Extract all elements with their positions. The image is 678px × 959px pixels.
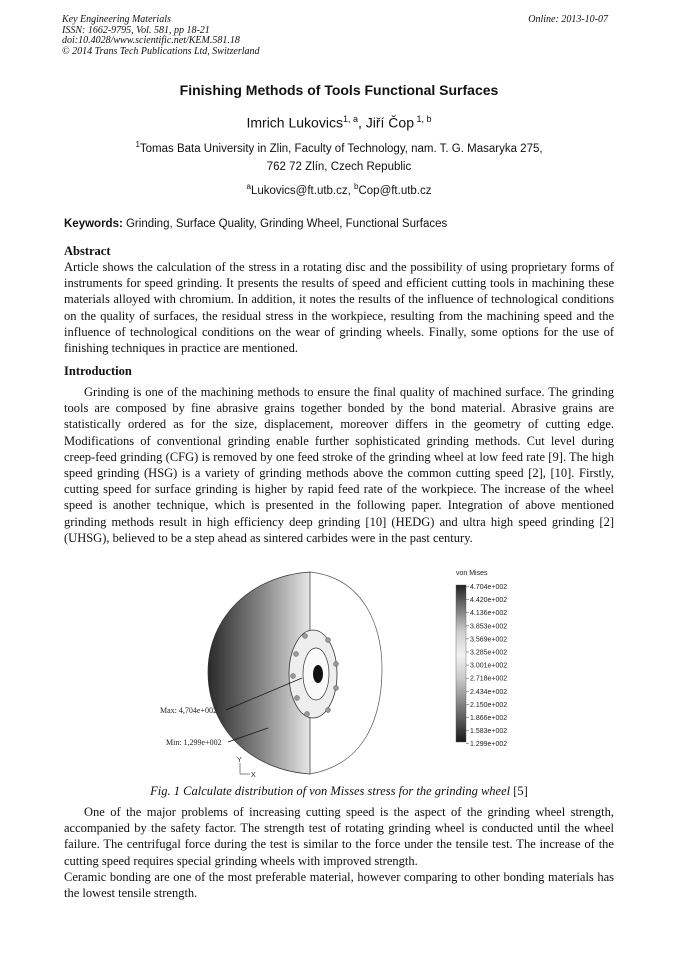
stress-plot	[150, 568, 530, 780]
bolt	[326, 638, 331, 643]
legend-value: 2.150e+002	[470, 701, 508, 709]
axis-x-label: X	[251, 772, 256, 779]
journal-copyright: © 2014 Trans Tech Publications Ltd, Switzerland	[62, 45, 260, 57]
bolt	[334, 662, 339, 667]
caption-reference: [5]	[510, 784, 528, 798]
author-separator: ,	[357, 114, 366, 131]
legend-colorbar	[456, 585, 466, 742]
legend-value: 3.285e+002	[470, 649, 508, 657]
journal-header	[62, 15, 608, 57]
legend-ticks	[466, 584, 507, 748]
email-superscript: b	[354, 182, 359, 191]
affiliation-city: 762 72 Zlín, Czech Republic	[266, 161, 412, 173]
wheel-bore	[313, 665, 323, 683]
online-date: Online: 2013-10-07	[528, 14, 608, 25]
author-name: Imrich Lukovics	[246, 114, 343, 131]
legend-value: 3.569e+002	[470, 636, 508, 644]
max-label: Max: 4,704e+002	[160, 706, 217, 715]
affiliation-superscript: 1	[135, 140, 140, 149]
legend-value: 1.299e+002	[470, 741, 508, 749]
axis-triad	[240, 763, 250, 774]
bolt	[303, 634, 308, 639]
author-superscript: 1, b	[413, 114, 432, 124]
bolt	[326, 708, 331, 713]
keywords-label: Keywords:	[64, 218, 123, 230]
legend-value: 1.866e+002	[470, 715, 508, 722]
figure-von-mises	[150, 568, 530, 780]
body-paragraph: Grinding is one of the machining methods to ensure the final quality of machined surface. The grinding tools are composed by fine abrasive grains together bonded by the bond material. Abrasive grains are statistically ordered as for the size, displacement, moreover differs in the geometry of cutting edge. Modifications of conventional grinding enable further sophisticated grinding methods. Cut level during creep-feed grinding (CFG) is removed by one feed stroke of the grinding wheel at low feed rate [9]. The high speed grinding (HSG) is a variety of grinding methods above the common cutting speed [2], [10]. Firstly, cutting speed for surface grinding is higher by rapid feed rate of the workpiece. The increase of the wheel speed is another technique, which is presented in the following paper. Integration of above mentioned grinding methods result in high efficiency deep grinding [10] (HEDG) and ultra high speed grinding [2] (UHSG), believed to be a step ahead as sintered carbides were in the past century.	[64, 385, 614, 545]
axis-y-label: Y	[237, 757, 242, 764]
figure-caption	[0, 784, 678, 799]
email-link[interactable]: Lukovics@ft.utb.cz,	[250, 184, 355, 197]
affiliation-line	[0, 140, 678, 155]
affiliation-text: Tomas Bata University in Zlin, Faculty of Technology, nam. T. G. Masaryka 275,	[139, 142, 543, 155]
body-paragraph: One of the major problems of increasing cutting speed is the aspect of the grinding wheel strength, accompanied by the safety factor. The strength test of rotating grinding wheel is conducted until the wheel failure. The centrifugal force during the test is similar to the force under the tensile test. The increase of the cutting speed requires special grinding wheels with improved strength.	[64, 805, 614, 868]
caption-text: Fig. 1 Calculate distribution of von Misses stress for the grinding wheel	[150, 784, 511, 798]
email-line	[0, 182, 678, 197]
bolt	[295, 696, 300, 701]
bolt	[305, 712, 310, 717]
legend-value: 3.853e+002	[470, 623, 508, 631]
legend-value: 1.583e+002	[470, 728, 508, 736]
legend-value: 4.136e+002	[470, 610, 508, 618]
introduction-heading: Introduction	[64, 364, 132, 378]
journal-name: Key Engineering Materials	[62, 14, 171, 25]
keywords	[64, 218, 624, 230]
legend-value: 4.420e+002	[470, 597, 508, 605]
paper-title: Finishing Methods of Tools Functional Surfaces	[179, 82, 499, 98]
min-label: Min: 1,299e+002	[166, 738, 222, 747]
body-paragraph: Ceramic bonding are one of the most preferable material, however comparing to other bonding materials has the lowest tensile strength.	[64, 870, 614, 901]
abstract-heading: Abstract	[64, 244, 111, 258]
bolt	[294, 652, 299, 657]
email-link[interactable]: Cop@ft.utb.cz	[358, 184, 432, 197]
abstract-paragraph: Article shows the calculation of the stress in a rotating disc and the possibility of using proprietary forms of instruments for speed grinding. It presents the results of speed and efficient cutting tools in machining these materials alloyed with chromium. In addition, it notes the results of the influence of technological conditions on the quality of surfaces, the residual stress in the workpiece, resulting from the machining speed and the influence of technological conditions on the wear of grinding wheels. Finally, some options for the use of finishing techniques in practice are mentioned.	[64, 260, 614, 356]
keywords-text: Grinding, Surface Quality, Grinding Wheel, Functional Surfaces	[122, 218, 448, 230]
email-superscript: a	[246, 182, 251, 191]
legend-value: 2.434e+002	[470, 688, 508, 696]
journal-doi: doi:10.4028/www.scientific.net/KEM.581.18	[62, 35, 240, 47]
bolt	[291, 674, 296, 679]
journal-issn: ISSN: 1662-9795, Vol. 581, pp 18-21	[62, 24, 210, 36]
journal-info	[62, 15, 608, 57]
legend-title: von Mises	[456, 570, 488, 577]
author-line	[0, 114, 678, 131]
bolt	[334, 686, 339, 691]
legend-value: 2.718e+002	[470, 675, 508, 683]
legend-value: 4.704e+002	[470, 584, 508, 591]
author-superscript: 1, a	[342, 114, 358, 124]
legend-value: 3.001e+002	[470, 662, 508, 670]
author-name: Jiří Čop	[365, 114, 414, 131]
